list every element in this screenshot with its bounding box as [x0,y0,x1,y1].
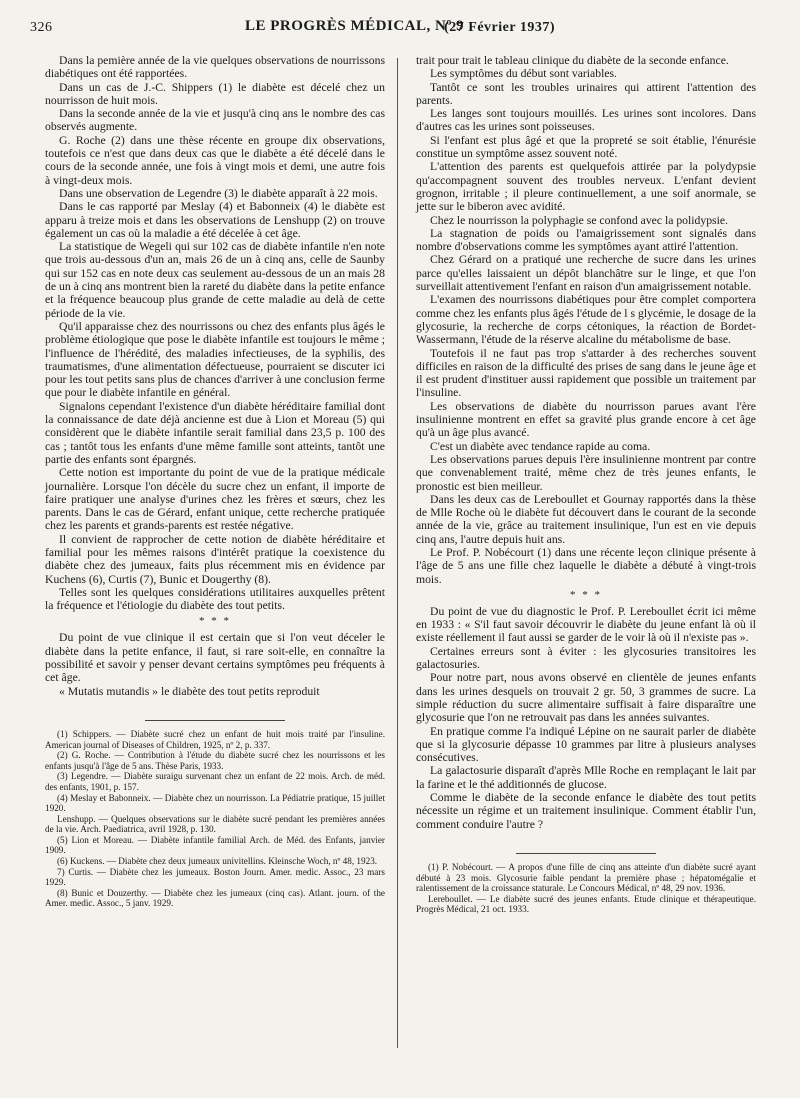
footnote: Lereboullet. — Le diabète sucré des jeunes enfants. Etude clinique et thérapeutique. Progrès Médical, 21 oct. 1933. [416,893,756,915]
paragraph: La statistique de Wegeli qui sur 102 cas de diabète infantile n'en note que trois au-dessous d'un an, mais 26 de un à cinq ans, celle de Saunby qui sur 152 cas en note deux cas seulement au-dessous de un an mais 28 de un à cinq ans montrent bien la rareté du diabète dans la petite enfance et la fréquence beaucoup plus grande de cette maladie au delà de cette période de la vie. [45,240,385,320]
paragraph: Du point de vue clinique il est certain que si l'on veut déceler le diabète dans la petite enfance, il faut, si rare soit-elle, en connaître la possibilité et savoir y penser devant certains symptômes peu fréquents à cet âge. [45,631,385,685]
paragraph: La galactosurie disparaît d'après Mlle Roche en remplaçant le lait par la farine et le thé additionnés de glucose. [416,764,756,791]
paragraph: L'examen des nourrissons diabétiques pour être complet comportera comme chez les enfants plus âgés l'étude de l s glycémie, le dosage de la glycosurie, la recherche de corps cétoniques, la réaction de Bordet-Wassermann, l'étude de la réserve alcaline du métabolisme de base. [416,293,756,347]
page-header [30,18,770,40]
footnote-rule [516,853,656,854]
footnote: (3) Legendre. — Diabète suraigu survenant chez un enfant de 22 mois. Arch. de méd. des enfants, 1901, p. 157. [45,771,385,792]
paragraph: Dans la pemière année de la vie quelques observations de nourrissons diabétiques ont été rapportées. [45,54,385,81]
paragraph: Les langes sont toujours mouillés. Les urines sont incolores. Dans d'autres cas les urines sont poisseuses. [416,107,756,134]
column-divider [397,58,398,1048]
right-footnotes [416,862,756,915]
paragraph: Dans la seconde année de la vie et jusqu'à cinq ans le nombre des cas observés augmente. [45,107,385,134]
footnote-rule [145,720,285,721]
paragraph: C'est un diabète avec tendance rapide au coma. [430,439,651,453]
footnote: (4) Meslay et Babonneix. — Diabète chez un nourrisson. La Pédiatrie pratique, 15 juillet 1920. [45,792,385,814]
paragraph: Dans les deux cas de Lereboullet et Gournay rapportés dans la thèse de Mlle Roche où le diabète fut découvert dans le courant de la seconde année de la vie, grâce au traitement insulinique, l'un est en vie depuis cinq ans, l'autre depuis huit ans. [416,492,756,546]
paragraph: En pratique comme l'a indiqué Lépine on ne saurait parler de diabète que si la glycosurie dépasse 10 grammes par litre à plusieurs analyses consécutives. [416,724,756,765]
left-column [45,54,385,909]
paragraph: L'attention des parents est quelquefois attirée par la polydypsie qu'accompagnent souvent des troubles nerveux. L'enfant devient grognon, irritable ; il pleure continuellement, a une soif anormale, se jette sur le biberon avec avidité. [416,160,756,214]
paragraph: Certaines erreurs sont à éviter : les glycosuries transitoires les galactosuries. [416,644,756,672]
paragraph: G. Roche (2) dans une thèse récente en groupe dix observations, toutefois ce n'est que dans deux cas que le diabète a été décelé dans le cours de la seconde année, une fois à vingt mois et demi, une autre fois à vingt-deux mois. [45,133,385,187]
issue-date: (27 Février 1937) [444,20,555,35]
paragraph: Dans le cas rapporté par Meslay (4) et Babonneix (4) le diabète est apparu à treize mois et dans les observations de Lenshupp (2) on trouve également un cas où la maladie a été décelée à cet âge. [45,200,385,240]
paragraph: Qu'il apparaisse chez des nourrissons ou chez des enfants plus âgés le problème étiologique que pose le diabète infantile est toujours le même ; l'influence de l'hérédité, des maladies infectieuses, de la syphilis, des traumatismes, d'une alimentation défectueuse, pourraient se discuter ici pour les tout petits sans plus de chances d'arriver à une conclusion ferme que pour le diabète infantile en général. [45,319,385,400]
footnote: Lenshupp. — Quelques observations sur le diabète sucré pendant les premières années de la vie. Arch. Paediatrica, avril 1928, p. 130. [45,813,385,835]
right-body [416,54,756,586]
right-column [416,54,756,915]
paragraph: Il convient de rapprocher de cette notion de diabète héréditaire et familial pour les mêmes raisons d'intérêt pratique la coexistence du diabète chez des jumeaux, faits plus récemment mis en évidence par Kuchens (6), Curtis (7), Bunic et Dougerthy (8). [45,532,385,586]
paragraph: Cette notion est importante du point de vue de la pratique médicale journalière. Lorsque l'on décèle du sucre chez un enfant, il importe de faire pratiquer une analyse d'urines chez les frères et sœurs, chez les parents. Dans le cas de Gérard, enfant unique, cette recherche pratiquée chez les parents et grands-parents est restée négative. [45,466,385,533]
footnote: (1) P. Nobécourt. — A propos d'une fille de cinq ans atteinte d'un diabète sucré ayant débuté à 23 mois. Glycosurie faible pendant la première phase ; hépatomégalie et ralentissement de la croissance staturale. Le Concours Médical, nº 48, 29 nov. 1936. [416,861,756,894]
footnote: (6) Kuckens. — Diabète chez deux jumeaux univitellins. Kleinsche Woch, nº 48, 1923. [57,856,378,867]
footnote: (1) Schippers. — Diabète sucré chez un enfant de huit mois traité par l'insuline. American journal of Diseases of Children, 1925, nº 2, p. 337. [45,728,385,750]
footnote: 7) Curtis. — Diabète chez les jumeaux. Boston Journ. Amer. medic. Assoc., 23 mars 1929. [45,866,385,888]
section-separator: * * * [199,615,231,628]
paragraph: Pour notre part, nous avons observé en clientèle de jeunes enfants dans les urines desquels on trouvait 2 gr. 50, 3 grammes de sucre. La simple réduction du sucre alimentaire suffisait à faire disparaître une glycosurie que l'on ne retrouvait pas dans les années suivantes. [416,671,756,725]
paragraph: Chez le nourrisson la polyphagie se confond avec la polidypsie. [430,213,728,227]
paragraph: Les observations parues depuis l'ère insulinienne montrent par contre que convenablement traité, même chez de très jeunes enfants, le pronostic est bien meilleur. [416,452,756,493]
journal-title: LE PROGRÈS MÉDICAL, Nº 9 [245,18,465,34]
paragraph: Si l'enfant est plus âgé et que la propreté se soit établie, l'énurésie constitue un symptôme assez souvent noté. [416,133,756,161]
paragraph: Telles sont les quelques considérations utilitaires auxquelles prêtent la fréquence et l'étiologie du diabète des tout petits. [45,585,385,613]
paragraph: La stagnation de poids ou l'amaigrissement sont signalés dans nombre d'observations comme les symptômes ayant attiré l'attention. [416,226,756,254]
left-footnotes [45,729,385,909]
paragraph: trait pour trait le tableau clinique du diabète de la seconde enfance. [416,54,729,67]
paragraph: « Mutatis mutandis » le diabète des tout petits reproduit [59,684,320,698]
paragraph: Chez Gérard on a pratiqué une recherche de sucre dans les urines parce qu'elles laissaient un dépôt blanchâtre sur le linge, et que l'on surveillait attentivement l'enfant en raison d'un amaigrissement notable. [416,253,756,294]
footnote: (8) Bunic et Douzerthy. — Diabète chez les jumeaux (cinq cas). Atlant. journ. of the Amer. medic. Assoc., 5 janv. 1929. [45,887,385,909]
paragraph: Tantôt ce sont les troubles urinaires qui attirent l'attention des parents. [416,80,756,107]
paragraph: Signalons cependant l'existence d'un diabète héréditaire familial dont la connaissance de date déjà ancienne est due à Lion et Moreau (5) qui considèrent que le diabète infantile serait familial dans 23,5 p. 100 des cas ; tantôt tous les enfants d'une même famille sont atteints, tantôt une partie des enfants sont épargnés. [45,399,385,466]
left-body-continued [45,631,385,697]
paragraph: Comme le diabète de la seconde enfance le diabète des tout petits nécessite un régime et un traitement insulinique. Comment établir l'un, comment conduire l'autre ? [416,791,756,831]
footnote: (2) G. Roche. — Contribution à l'étude du diabète sucré chez les nourrissons et les enfants jusqu'à l'âge de 5 ans. Thèse Paris, 1933. [45,750,385,771]
paragraph: Dans un cas de J.-C. Shippers (1) le diabète est décelé chez un nourrisson de huit mois. [45,80,385,107]
paragraph: Les symptômes du début sont variables. [430,67,617,81]
paragraph: Le Prof. P. Nobécourt (1) dans une récente leçon clinique présente à l'âge de 5 ans une fille chez laquelle le diabète a débuté à vingt-trois mois. [416,545,756,586]
left-body [45,54,385,612]
page-number: 326 [30,20,53,35]
paragraph: Du point de vue du diagnostic le Prof. P. Lereboullet écrit ici même en 1933 : « S'il faut savoir découvrir le diabète du jeune enfant là où il existe réellement il faut aussi se garder de le voir là où il n'existe pas ». [416,604,756,645]
right-body-continued [416,605,756,831]
section-separator: * * * [570,588,602,601]
footnote: (5) Lion et Moreau. — Diabète infantile familial Arch. de Méd. des Enfants, janvier 1909. [45,834,385,856]
paragraph: Toutefois il ne faut pas trop s'attarder à des recherches souvent difficiles en raison de la difficulté des prises de sang dans le jeune âge et il est prudent d'instituer aussi rapidement que possible un traitement par l'insuline. [416,346,756,400]
paragraph: Dans une observation de Legendre (3) le diabète apparaît à 22 mois. [59,186,378,200]
paragraph: Les observations de diabète du nourrisson parues avant l'ère insulinienne montrent en effet sa gravité plus grande encore à cet âge qu'à un âge plus avancé. [416,399,756,440]
